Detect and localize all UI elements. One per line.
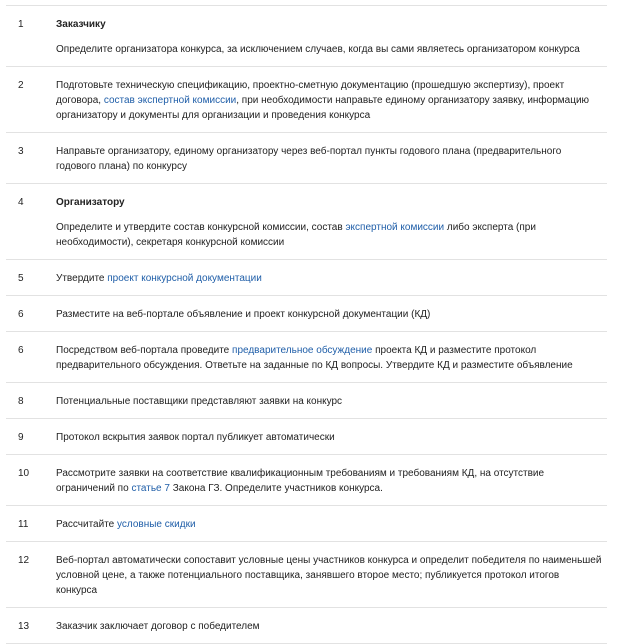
table-row bbox=[6, 419, 607, 455]
table-row bbox=[6, 296, 607, 332]
step-text bbox=[56, 343, 603, 373]
reference-link[interactable]: экспертной комиссии bbox=[345, 222, 445, 233]
step-text bbox=[56, 220, 603, 250]
text-fragment: Утвердите bbox=[56, 273, 108, 284]
table-row bbox=[6, 455, 607, 506]
step-text bbox=[56, 619, 603, 634]
step-number: 4 bbox=[6, 184, 56, 260]
section-heading: Организатору bbox=[56, 197, 125, 208]
section-heading: Заказчику bbox=[56, 19, 106, 30]
text-fragment: Определите организатора конкурса, за исключением случаев, когда вы сами являетесь организатором конкурса bbox=[56, 44, 580, 55]
step-content bbox=[56, 506, 607, 542]
table-row bbox=[6, 542, 607, 608]
step-number: 8 bbox=[6, 383, 56, 419]
text-fragment: Рассчитайте bbox=[56, 519, 118, 530]
reference-link[interactable]: статье 7 bbox=[131, 483, 170, 494]
table-row bbox=[6, 6, 607, 67]
step-content bbox=[56, 184, 607, 260]
step-number: 12 bbox=[6, 542, 56, 608]
reference-link[interactable]: предварительное обсуждение bbox=[232, 345, 373, 356]
step-text bbox=[56, 517, 603, 532]
step-content bbox=[56, 67, 607, 133]
step-text bbox=[56, 42, 603, 57]
step-text bbox=[56, 144, 603, 174]
procedure-table bbox=[6, 5, 607, 644]
step-number: 1 bbox=[6, 6, 56, 67]
table-row bbox=[6, 506, 607, 542]
text-fragment: Веб-портал автоматически сопоставит условные цены участников конкурса и определит победителя по наименьшей условной цене, а также потенциального поставщика, занявшего второе место; публикуется протокол итогов конкурса bbox=[56, 555, 602, 596]
table-row bbox=[6, 67, 607, 133]
table-row bbox=[6, 608, 607, 644]
step-content bbox=[56, 332, 607, 383]
step-number: 6 bbox=[6, 296, 56, 332]
table-row bbox=[6, 260, 607, 296]
text-fragment: Посредством веб-портала проведите bbox=[56, 345, 233, 356]
step-content bbox=[56, 455, 607, 506]
table-row bbox=[6, 383, 607, 419]
table-row bbox=[6, 133, 607, 184]
step-content bbox=[56, 542, 607, 608]
text-fragment: Рассмотрите заявки на соответствие квалификационным требованиям и требованиям КД, на отсутствие ограничений по bbox=[56, 468, 545, 494]
step-text bbox=[56, 271, 603, 286]
text-fragment: проекта КД и разместите протокол предварительного обсуждения. Ответьте на заданные по КД вопросы. Утвердите КД и разместите объявление bbox=[56, 345, 573, 371]
reference-link[interactable]: состав экспертной комиссии bbox=[103, 95, 237, 106]
table-row bbox=[6, 184, 607, 260]
text-fragment: Разместите на веб-портале объявление и проект конкурсной документации (КД) bbox=[56, 309, 431, 320]
text-fragment: Подготовьте техническую спецификацию, проектно-сметную документацию (прошедшую экспертизу), проект договора, bbox=[56, 80, 565, 106]
step-text bbox=[56, 553, 603, 598]
step-content bbox=[56, 133, 607, 184]
step-number: 6 bbox=[6, 332, 56, 383]
step-number: 13 bbox=[6, 608, 56, 644]
step-content bbox=[56, 6, 607, 67]
text-fragment: либо эксперта (при необходимости), секретаря конкурсной комиссии bbox=[56, 222, 536, 248]
step-content bbox=[56, 419, 607, 455]
text-fragment: Определите и утвердите состав конкурсной комиссии, состав bbox=[56, 222, 346, 233]
text-fragment: Закона ГЗ. Определите участников конкурса. bbox=[169, 483, 383, 494]
step-number: 11 bbox=[6, 506, 56, 542]
table-row bbox=[6, 332, 607, 383]
step-text bbox=[56, 466, 603, 496]
step-number: 9 bbox=[6, 419, 56, 455]
step-text bbox=[56, 307, 603, 322]
step-content bbox=[56, 296, 607, 332]
step-number: 5 bbox=[6, 260, 56, 296]
text-fragment: , при необходимости направьте единому организатору заявку, информацию организатору и документы для организации и проведения конкурса bbox=[56, 95, 590, 121]
text-fragment: Направьте организатору, единому организатору через веб-портал пункты годового плана (предварительного годового плана) по конкурсу bbox=[56, 146, 562, 172]
step-content bbox=[56, 608, 607, 644]
reference-link[interactable]: условные скидки bbox=[117, 519, 196, 530]
step-number: 2 bbox=[6, 67, 56, 133]
step-text bbox=[56, 394, 603, 409]
step-number: 10 bbox=[6, 455, 56, 506]
step-text bbox=[56, 430, 603, 445]
text-fragment: Протокол вскрытия заявок портал публикует автоматически bbox=[56, 432, 335, 443]
reference-link[interactable]: проект конкурсной документации bbox=[107, 273, 262, 284]
text-fragment: Потенциальные поставщики представляют заявки на конкурс bbox=[56, 396, 343, 407]
step-text bbox=[56, 78, 603, 123]
text-fragment: Заказчик заключает договор с победителем bbox=[56, 621, 260, 632]
step-number: 3 bbox=[6, 133, 56, 184]
step-content bbox=[56, 383, 607, 419]
step-content bbox=[56, 260, 607, 296]
